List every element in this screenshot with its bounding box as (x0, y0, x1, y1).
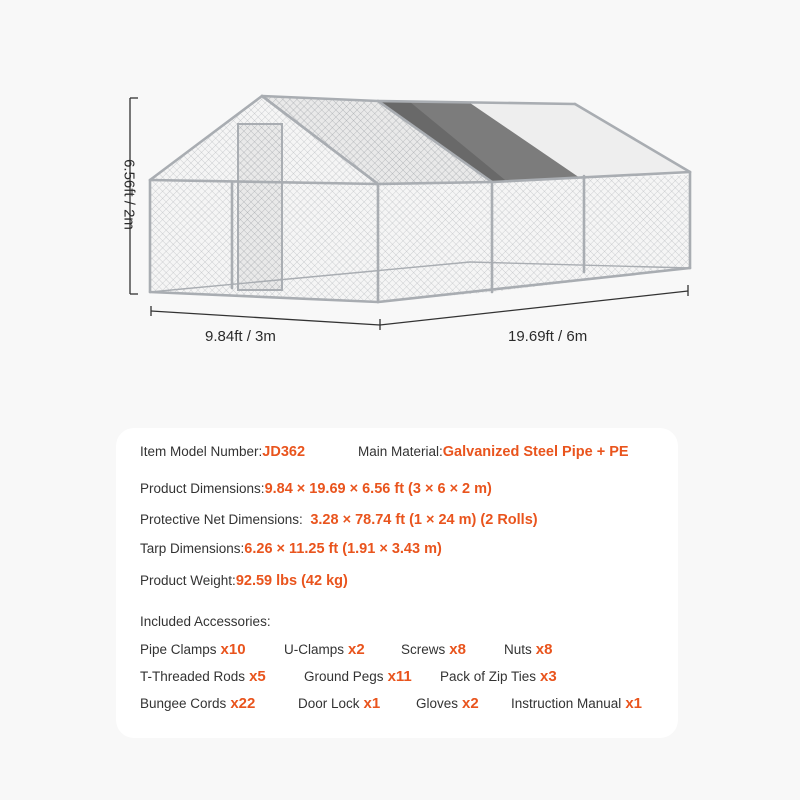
length-dimension-label: 19.69ft / 6m (508, 328, 588, 345)
accessory-item: T-Threaded Rods x5 (140, 668, 266, 685)
accessories-heading: Included Accessories: (140, 614, 271, 629)
tarp-dimensions-row (140, 541, 442, 557)
material-label: Main Material: (358, 444, 443, 459)
material-row (358, 444, 629, 460)
accessory-item: Nuts x8 (504, 641, 553, 658)
weight-value: 92.59 lbs (42 kg) (235, 573, 348, 589)
accessories-row-1 (140, 641, 660, 661)
model-number-label: Item Model Number: (140, 444, 263, 459)
net-dimensions-value: 3.28 × 78.74 ft (1 × 24 m) (2 Rolls) (310, 512, 538, 528)
coop-door (238, 124, 282, 290)
height-dimension-label: 6.56ft / 2m (120, 159, 138, 230)
accessory-item: Instruction Manual x1 (511, 695, 642, 712)
product-dimensions-value: 9.84 × 19.69 × 6.56 ft (3 × 6 × 2 m) (264, 481, 492, 497)
weight-label: Product Weight: (140, 573, 236, 588)
accessory-item: Ground Pegs x11 (304, 668, 412, 685)
model-number-row (140, 444, 305, 460)
product-dimensions-row (140, 481, 492, 497)
tarp-dimensions-value: 6.26 × 11.25 ft (1.91 × 3.43 m) (244, 541, 442, 557)
tarp-dimensions-label: Tarp Dimensions: (140, 541, 245, 556)
net-dimensions-row (140, 512, 538, 528)
product-dimensions-label: Product Dimensions: (140, 481, 265, 496)
accessory-item: U-Clamps x2 (284, 641, 365, 658)
accessories-row-3 (140, 695, 660, 715)
accessory-item: Door Lock x1 (298, 695, 381, 712)
material-value: Galvanized Steel Pipe + PE (442, 444, 629, 460)
spec-card (116, 428, 678, 738)
accessories-row-2 (140, 668, 660, 688)
accessory-item: Pipe Clamps x10 (140, 641, 246, 658)
net-dimensions-label: Protective Net Dimensions: (140, 512, 303, 527)
width-dimension-label: 9.84ft / 3m (205, 328, 276, 345)
accessory-item: Bungee Cords x22 (140, 695, 256, 712)
accessory-item: Gloves x2 (416, 695, 479, 712)
accessory-item: Pack of Zip Ties x3 (440, 668, 557, 685)
accessory-item: Screws x8 (401, 641, 466, 658)
weight-row (140, 573, 348, 589)
model-number-value: JD362 (262, 444, 306, 460)
